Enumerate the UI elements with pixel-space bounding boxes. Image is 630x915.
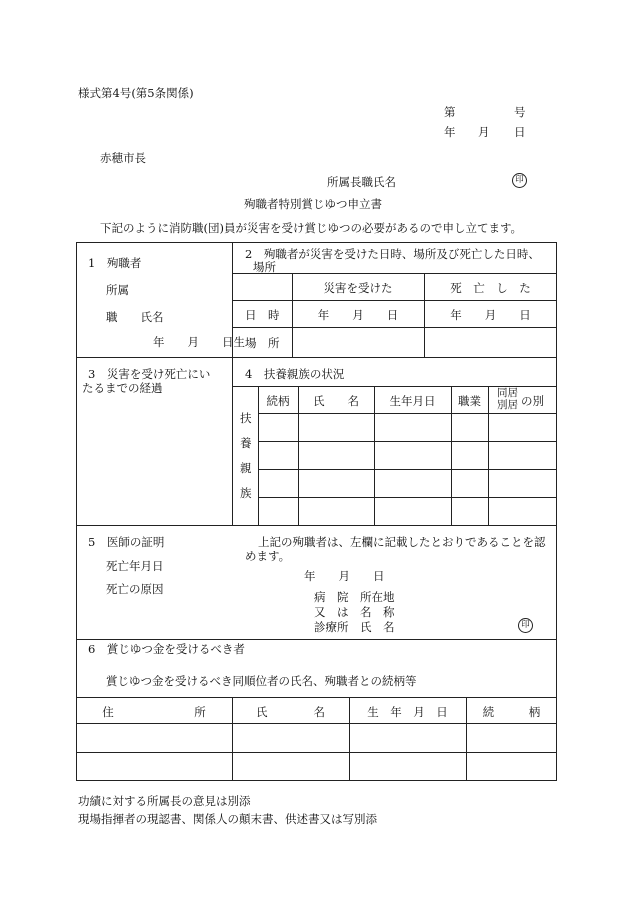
section5-death-date: 死亡年月日 — [106, 559, 164, 573]
section6-description: 賞じゆつ金を受けるべき同順位者の氏名、殉職者との続柄等 — [106, 674, 417, 688]
s6-hline-1 — [76, 697, 557, 698]
form-number: 様式第4号(第5条関係) — [78, 86, 194, 100]
section4-header-relation: 続柄 — [266, 394, 290, 408]
doc-number-suffix: 号 — [514, 105, 526, 119]
s4-hline-3 — [258, 469, 557, 470]
section2-date-death: 年 月 日 — [450, 308, 531, 322]
section2-col-death: 死 亡 し た — [450, 281, 531, 295]
section4-cohabit-suffix: の別 — [521, 394, 544, 408]
section4-header-occupation: 職業 — [458, 394, 481, 408]
section4-side-2: 養 — [240, 436, 252, 450]
physician-seal: 印 — [518, 618, 533, 633]
section6-header-relation: 続 柄 — [482, 705, 541, 719]
doc-number-prefix: 第 — [444, 105, 456, 119]
section4-side-4: 族 — [240, 486, 252, 500]
date-month: 月 — [478, 125, 490, 139]
section5-hospital-1: 病 院 所在地 — [314, 590, 395, 604]
section4-heading: 4 扶養親族の状況 — [245, 367, 345, 381]
section1-affiliation: 所属 — [106, 283, 129, 297]
divider-row2 — [76, 525, 557, 526]
section4-side-3: 親 — [240, 461, 252, 475]
section4-cohabit-2: 別居 — [497, 399, 518, 411]
section2-row-place: 場 所 — [245, 336, 280, 350]
footnote-2: 現場指揮者の現認書、関係人の顛末書、供述書又は写別添 — [78, 812, 377, 826]
applicant-seal: 印 — [512, 173, 527, 188]
section5-hospital-2: 又 は 名 称 — [314, 605, 395, 619]
section5-death-cause: 死亡の原因 — [106, 582, 164, 596]
date-year: 年 — [444, 125, 456, 139]
section2-col-injury: 災害を受けた — [323, 281, 393, 295]
s2-line-a — [232, 273, 557, 274]
section2-date-injury: 年 月 日 — [317, 308, 399, 322]
s4-hline-4 — [258, 497, 557, 498]
section5-hospital-3: 診療所 氏 名 — [314, 620, 395, 634]
s4-vline-4 — [488, 386, 489, 525]
section6-header-birthdate: 生 年 月 日 — [367, 705, 448, 719]
section4-cohabit-1: 同居 — [497, 387, 518, 399]
s6-hline-2 — [76, 723, 557, 724]
applicant-label: 所属長職氏名 — [327, 175, 396, 189]
addressee: 赤穂市長 — [100, 151, 146, 165]
section6-heading: 6 賞じゆつ金を受けるべき者 — [88, 642, 245, 656]
section3-line-1: 3 災害を受け死亡にい — [88, 367, 211, 381]
section2-heading-1: 2 殉職者が災害を受けた日時、場所及び死亡した日時、 — [245, 247, 540, 261]
section2-heading-2: 場所 — [253, 260, 276, 274]
footnote-1: 功績に対する所属長の意見は別添 — [78, 794, 251, 808]
s4-hline-1 — [258, 413, 557, 414]
section1-position-name: 職 氏名 — [106, 310, 164, 324]
section5-date: 年 月 日 — [304, 569, 385, 583]
section4-header-birthdate: 生年月日 — [389, 394, 436, 408]
section6-header-name: 氏 名 — [256, 705, 325, 719]
section4-header-name: 氏 名 — [313, 394, 359, 408]
section2-row-datetime: 日 時 — [245, 308, 280, 322]
section4-side-1: 扶 — [240, 411, 252, 425]
section5-statement-2: めます。 — [245, 549, 291, 563]
document-title: 殉職者特別賞じゆつ申立書 — [244, 197, 382, 211]
intro-text: 下記のように消防職(団)員が災害を受け賞じゆつの必要があるので申し立てます。 — [100, 221, 523, 235]
section3-line-2: たるまでの経過 — [82, 381, 163, 395]
section5-heading: 5 医師の証明 — [88, 535, 165, 549]
date-day: 日 — [514, 125, 526, 139]
divider-row1 — [76, 357, 557, 358]
section5-statement-1: 上記の殉職者は、左欄に記載したとおりであることを認 — [258, 535, 546, 549]
section4-header-cohabit — [497, 387, 518, 411]
s2-line-b — [232, 300, 557, 301]
s6-hline-3 — [76, 752, 557, 753]
section6-header-address: 住 所 — [102, 705, 206, 719]
section1-birth: 年 月 日生 — [153, 335, 245, 349]
s2-line-c — [232, 327, 557, 328]
section1-heading: 1 殉職者 — [88, 256, 142, 270]
s4-hline-2 — [258, 441, 557, 442]
